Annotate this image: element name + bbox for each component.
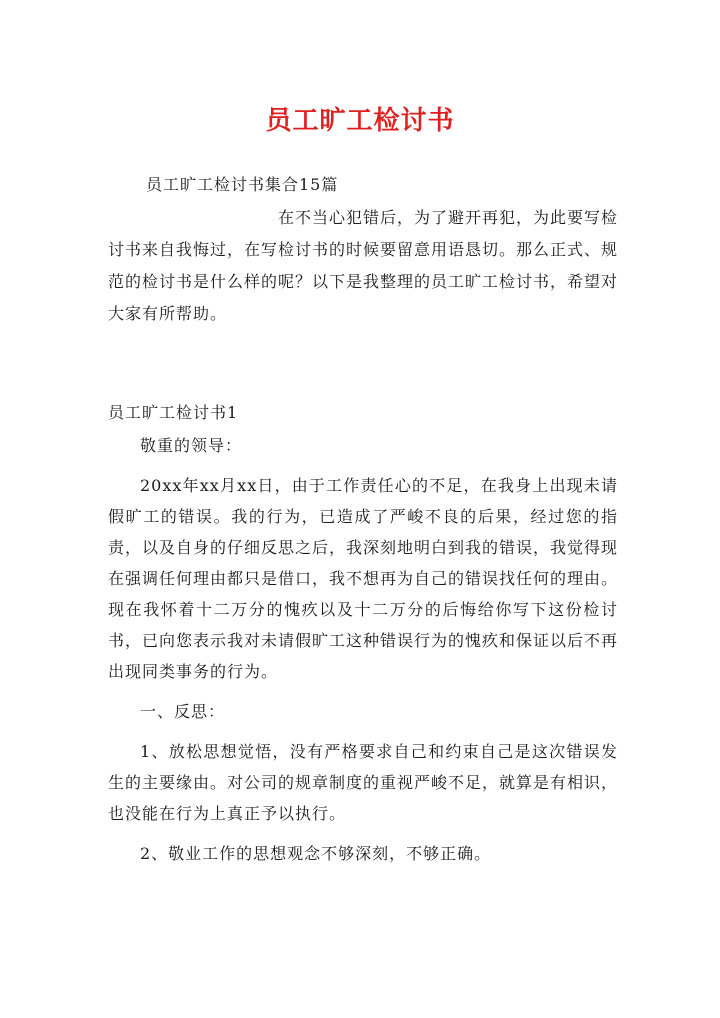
intro-first-line: 在不当心犯错后，为了避开再犯，为此要写检 (278, 208, 619, 227)
reflection-heading: 一、反思： (140, 702, 226, 721)
salutation: 敬重的领导： (140, 436, 243, 455)
body-paragraph: 20xx年xx月xx日，由于工作责任心的不足，在我身上出现未请假旷工的错误。我的行为，已造成了严峻不良的后果，经过您的指责，以及自身的仔细反思之后，我深刻地明白到我的错误，我觉得现在强调任何理由都只是借口，我不想再为自己的错误找任何的理由。现在我怀着十二万分的愧疚以及十二万分的后悔给你写下这份检讨书，已向您表示我对未请假旷工这种错误行为的愧疚和保证以后不再出现同类事务的行为。 (108, 476, 619, 681)
letter-body (108, 430, 618, 878)
section-heading: 员工旷工检讨书1 (108, 403, 239, 422)
intro-rest: 讨书来自我悔过，在写检讨书的时候要留意用语恳切。那么正式、规范的检讨书是什么样的呢？以下是我整理的员工旷工检讨书，希望对大家有所帮助。 (108, 240, 619, 323)
body-paragraph: 2、敬业工作的思想观念不够深刻，不够正确。 (140, 844, 492, 863)
document-title: 员工旷工检讨书 (265, 106, 455, 136)
body-paragraph: 1、放松思想觉悟，没有严格要求自己和约束自己是这次错误发生的主要缘由。对公司的规章制度的重视严峻不足，就算是有相识，也没能在行为上真正予以执行。 (108, 742, 619, 823)
intro-paragraph (108, 202, 618, 330)
document-subtitle: 员工旷工检讨书集合15篇 (146, 175, 339, 194)
